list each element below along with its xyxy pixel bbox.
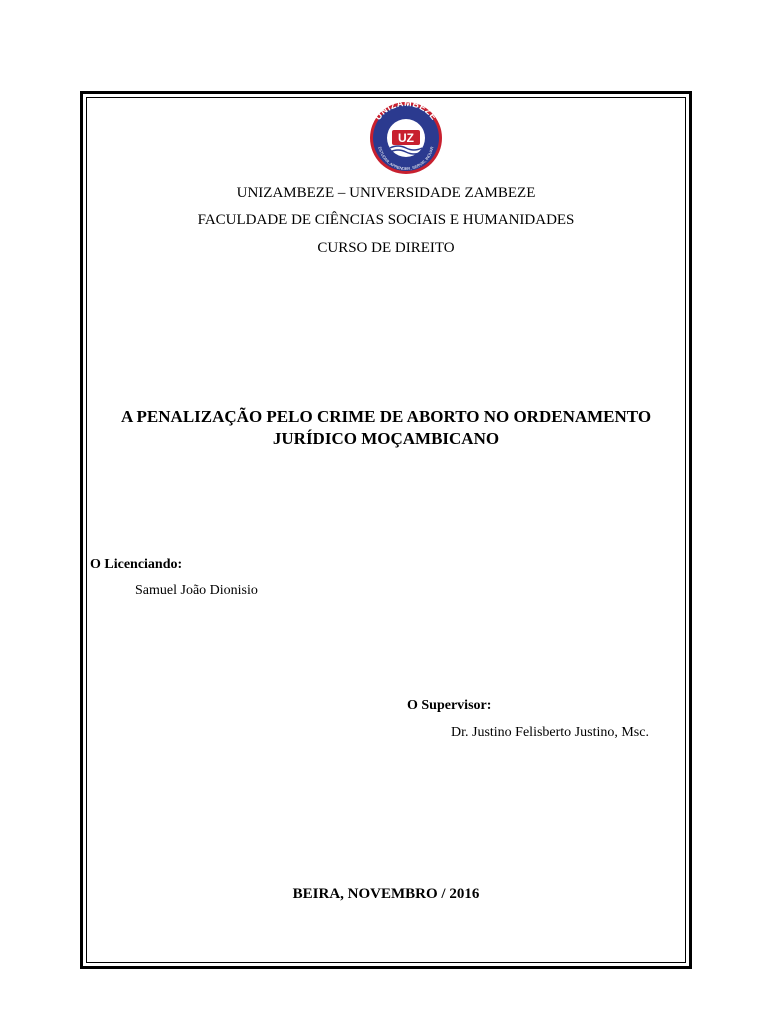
course-name: CURSO DE DIREITO [317, 240, 455, 256]
logo-emblem: UZ [398, 131, 414, 145]
supervisor-name: Dr. Justino Felisberto Justino, Msc. [451, 725, 649, 740]
place-date: BEIRA, NOVEMBRO / 2016 [292, 886, 480, 902]
student-name: Samuel João Dionisio [135, 583, 258, 598]
university-name: UNIZAMBEZE – UNIVERSIDADE ZAMBEZE [236, 185, 536, 201]
faculty-name: FACULDADE DE CIÊNCIAS SOCIAIS E HUMANIDADES [197, 212, 575, 228]
university-logo [364, 100, 448, 176]
logo-text: UNIZAMBEZE [372, 100, 440, 122]
student-label: O Licenciando: [90, 557, 183, 572]
thesis-title-line2: JURÍDICO MOÇAMBICANO [272, 429, 500, 448]
thesis-title-line1: A PENALIZAÇÃO PELO CRIME DE ABORTO NO ORDENAMENTO [120, 407, 652, 426]
supervisor-label: O Supervisor: [407, 698, 492, 713]
logo-motto: ESTUDAR, APRENDER, SERVIR, INOVAR [377, 146, 435, 172]
